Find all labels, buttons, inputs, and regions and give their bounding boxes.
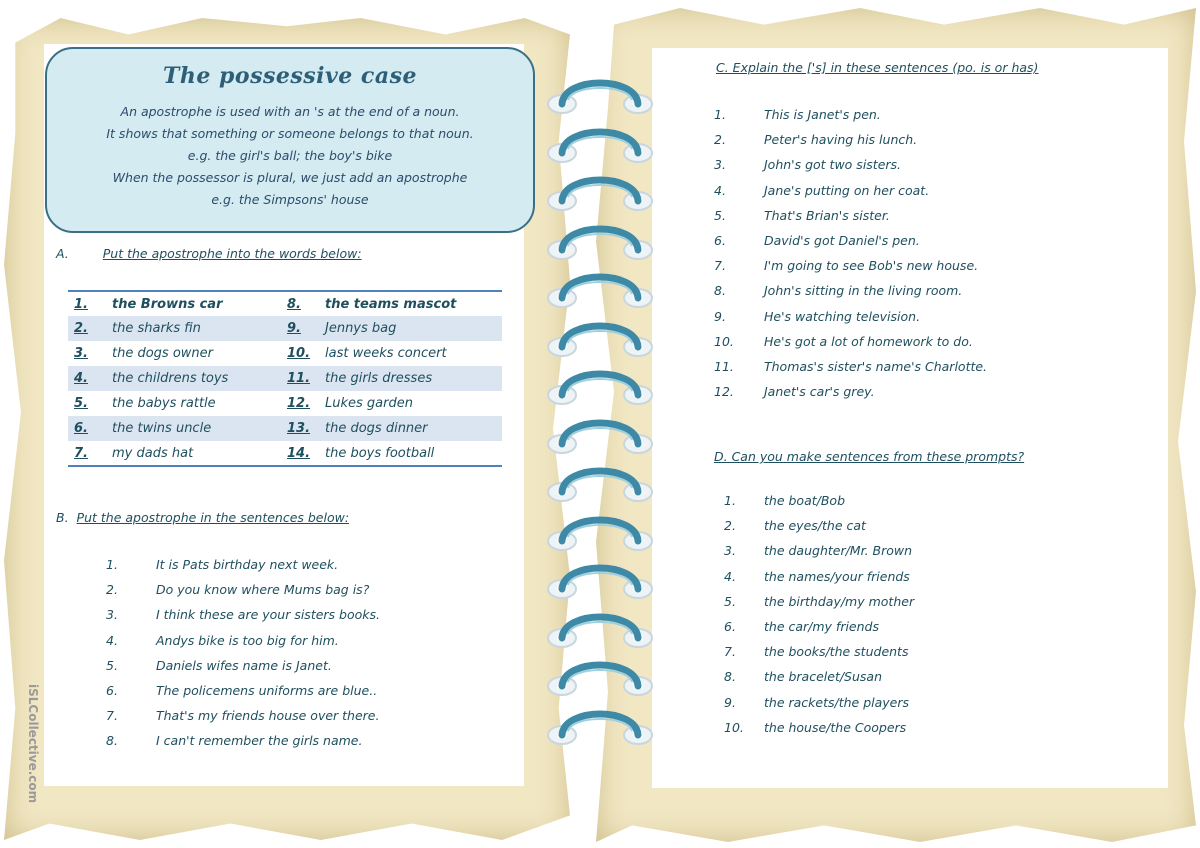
item-number: 6. (106, 682, 118, 698)
spiral-ring (540, 652, 660, 700)
item-text: the boat/Bob (764, 493, 845, 508)
rule-line: e.g. the Simpsons' house (211, 192, 369, 207)
exercise-b-list (106, 557, 506, 759)
item-number: 10. (287, 346, 311, 361)
table-row (68, 316, 502, 341)
item-text: the bracelet/Susan (764, 669, 883, 685)
item-phrase: the sharks fin (112, 321, 201, 336)
section-a-heading (56, 246, 362, 261)
item-text: I can't remember the girls name. (156, 733, 363, 749)
item-phrase: the boys football (324, 441, 502, 466)
item-phrase: the dogs owner (112, 346, 213, 361)
item-number: 4. (714, 182, 726, 198)
item-text: I think these are your sisters books. (156, 607, 380, 623)
watermark (14, 680, 40, 830)
spiral-ring (540, 119, 660, 167)
item-text: The policemens uniforms are blue.. (156, 682, 378, 698)
item-number: 3. (106, 607, 118, 623)
item-number: 6. (714, 232, 726, 248)
item-number: 10. (724, 719, 744, 735)
item-text: Daniels wifes name is Janet. (156, 657, 332, 673)
section-c-instruction: C. Explain the ['s] in these sentences (po. is or has) (716, 60, 1039, 75)
item-number: 12. (714, 384, 734, 400)
rule-line: An apostrophe is used with an 's at the end of a noun. (120, 104, 460, 119)
item-number: 11. (287, 371, 311, 386)
rule-line: e.g. the girl's ball; the boy's bike (187, 148, 393, 163)
item-number: 9. (287, 321, 301, 336)
rule-line: It shows that something or someone belongs to that noun. (106, 126, 474, 141)
item-number: 9. (714, 308, 726, 324)
item-number: 3. (724, 543, 736, 559)
item-text: This is Janet's pen. (764, 107, 881, 122)
item-phrase: my dads hat (111, 441, 283, 466)
table-row (68, 416, 502, 441)
table-row (68, 441, 502, 466)
spiral-ring (540, 555, 660, 603)
item-number: 7. (68, 441, 111, 466)
spiral-ring (540, 216, 660, 264)
item-text: the car/my friends (764, 618, 879, 634)
table-row (68, 366, 502, 391)
spiral-binding (540, 70, 660, 760)
item-number: 2. (106, 582, 118, 598)
list-item (724, 720, 1144, 745)
page-title: The possessive case (163, 63, 417, 89)
item-text: the books/the students (764, 644, 909, 660)
section-b-instruction: Put the apostrophe in the sentences below: (76, 510, 350, 525)
list-item (724, 569, 1144, 594)
item-text: Andys bike is too big for him. (156, 632, 339, 648)
item-number: 11. (714, 358, 734, 374)
list-item (106, 733, 506, 758)
item-number: 4. (724, 568, 736, 584)
item-text: John's sitting in the living room. (764, 283, 963, 299)
section-c-heading (716, 60, 1038, 75)
item-text: the daughter/Mr. Brown (764, 543, 913, 559)
exercise-a-table (68, 290, 502, 467)
item-text: That's Brian's sister. (764, 207, 890, 223)
item-phrase: the babys rattle (112, 396, 216, 411)
rule-box (45, 47, 535, 233)
item-number: 7. (106, 708, 118, 724)
spiral-ring (540, 167, 660, 215)
rule-line: When the possessor is plural, we just add an apostrophe (112, 170, 468, 185)
item-number: 8. (724, 669, 736, 685)
item-phrase: the twins uncle (112, 421, 212, 436)
list-item (714, 233, 1134, 258)
item-number: 10. (714, 333, 734, 349)
item-number: 7. (714, 258, 726, 274)
item-text: the birthday/my mother (764, 593, 915, 609)
spiral-ring (540, 313, 660, 361)
item-number: 7. (724, 644, 736, 660)
spiral-ring (540, 70, 660, 118)
item-number: 1. (724, 493, 736, 508)
exercise-c-list (714, 107, 1134, 409)
item-text: Jane's putting on her coat. (764, 182, 930, 198)
item-phrase: the Browns car (111, 291, 283, 316)
table-row (68, 291, 502, 316)
item-text: Thomas's sister's name's Charlotte. (764, 358, 988, 374)
item-text: It is Pats birthday next week. (156, 557, 339, 572)
list-item (724, 543, 1144, 568)
list-item (714, 309, 1134, 334)
item-number: 14. (283, 441, 324, 466)
exercise-d-list (724, 493, 1144, 745)
item-text: the names/your friends (764, 568, 910, 584)
item-number: 2. (714, 132, 726, 148)
list-item (724, 644, 1144, 669)
item-text: Do you know where Mums bag is? (156, 582, 370, 598)
item-number: 4. (106, 632, 118, 648)
item-text: That's my friends house over there. (156, 708, 380, 724)
item-text: John's got two sisters. (764, 157, 902, 173)
spiral-ring (540, 458, 660, 506)
list-item (106, 582, 506, 607)
section-d-instruction: D. Can you make sentences from these prompts? (714, 449, 1025, 464)
item-number: 3. (714, 157, 726, 173)
list-item (724, 493, 1144, 518)
item-number: 6. (724, 618, 736, 634)
list-item (106, 658, 506, 683)
item-phrase: Lukes garden (325, 396, 413, 411)
list-item (724, 695, 1144, 720)
list-item (106, 607, 506, 632)
item-phrase: the childrens toys (112, 371, 229, 386)
list-item (106, 633, 506, 658)
item-text: Janet's car's grey. (764, 384, 875, 400)
item-number: 5. (74, 396, 88, 411)
section-b-heading (56, 510, 349, 525)
spiral-ring (540, 361, 660, 409)
list-item (714, 384, 1134, 409)
item-number: 4. (74, 371, 88, 386)
list-item (714, 258, 1134, 283)
section-b-letter: B. (56, 510, 69, 525)
spiral-ring (540, 701, 660, 749)
list-item (724, 669, 1144, 694)
section-d-heading (714, 449, 1024, 464)
list-item (714, 208, 1134, 233)
list-item (106, 708, 506, 733)
item-phrase: the girls dresses (325, 371, 433, 386)
item-number: 5. (714, 207, 726, 223)
item-text: David's got Daniel's pen. (764, 232, 920, 248)
item-number: 5. (106, 657, 118, 673)
section-a-instruction: Put the apostrophe into the words below: (102, 246, 362, 261)
item-number: 2. (74, 321, 88, 336)
item-text: the eyes/the cat (764, 518, 866, 534)
item-text: the rackets/the players (764, 694, 910, 710)
item-number: 1. (68, 291, 111, 316)
item-phrase: last weeks concert (325, 346, 447, 361)
item-text: He's got a lot of homework to do. (764, 333, 973, 349)
list-item (724, 594, 1144, 619)
item-text: He's watching television. (764, 308, 921, 324)
table-row (68, 391, 502, 416)
item-phrase: the dogs dinner (325, 421, 428, 436)
item-text: Peter's having his lunch. (764, 132, 918, 148)
item-number: 6. (74, 421, 88, 436)
list-item (714, 359, 1134, 384)
spiral-ring (540, 507, 660, 555)
item-number: 12. (287, 396, 311, 411)
watermark-text: iSLCollective.com (26, 684, 40, 804)
list-item (714, 157, 1134, 182)
item-phrase: the teams mascot (324, 291, 502, 316)
spiral-ring (540, 604, 660, 652)
list-item (714, 183, 1134, 208)
item-number: 1. (106, 557, 118, 572)
list-item (714, 334, 1134, 359)
list-item (714, 132, 1134, 157)
item-number: 3. (74, 346, 88, 361)
section-a-letter: A. (56, 246, 69, 261)
spiral-ring (540, 264, 660, 312)
list-item (106, 683, 506, 708)
list-item (714, 107, 1134, 132)
item-number: 8. (106, 733, 118, 749)
item-number: 1. (714, 107, 726, 122)
list-item (106, 557, 506, 582)
item-text: I'm going to see Bob's new house. (764, 258, 979, 274)
item-number: 8. (283, 291, 324, 316)
item-number: 9. (724, 694, 736, 710)
spiral-ring (540, 410, 660, 458)
item-number: 2. (724, 518, 736, 534)
list-item (724, 518, 1144, 543)
item-number: 8. (714, 283, 726, 299)
list-item (724, 619, 1144, 644)
item-text: the house/the Coopers (764, 719, 907, 735)
table-row (68, 341, 502, 366)
item-number: 5. (724, 593, 736, 609)
list-item (714, 283, 1134, 308)
item-number: 13. (287, 421, 311, 436)
item-phrase: Jennys bag (325, 321, 397, 336)
